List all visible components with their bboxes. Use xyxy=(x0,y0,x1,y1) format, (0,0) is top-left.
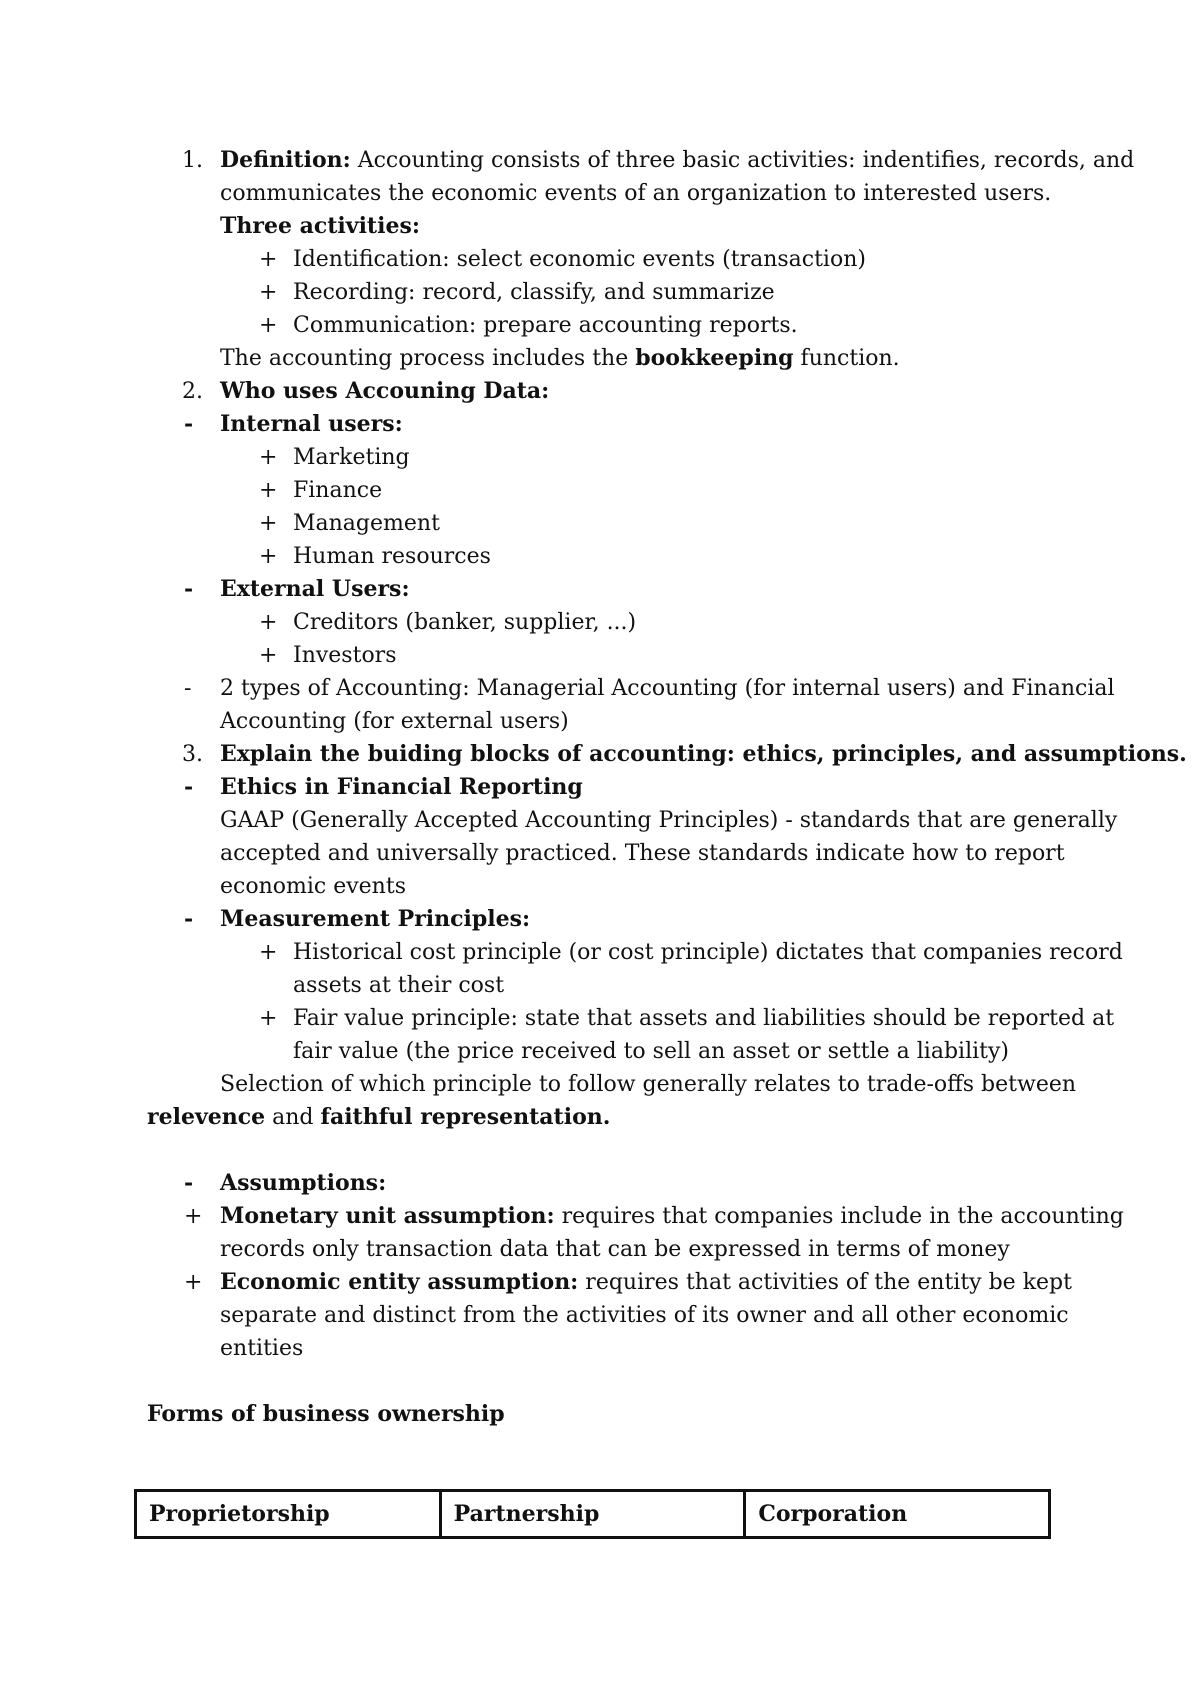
measurement-label: Measurement Principles: xyxy=(220,906,531,932)
internal-users-label: Internal users: xyxy=(220,411,403,437)
historical-cost-line: Historical cost principle (or cost principle) dictates that companies record xyxy=(293,940,1123,965)
list-number: 1. xyxy=(182,148,203,173)
list-number: 2. xyxy=(182,379,203,404)
monetary-line-2: records only transaction data that can be expressed in terms of money xyxy=(220,1237,1010,1262)
process-text-end: function. xyxy=(793,346,900,371)
table-header-cell: Partnership xyxy=(439,1492,744,1536)
relevence-term: relevence xyxy=(147,1104,266,1130)
bookkeeping-term: bookkeeping xyxy=(635,345,794,371)
plus-bullet: + xyxy=(259,478,278,503)
plus-bullet: + xyxy=(259,643,278,668)
table-header-cell: Proprietorship xyxy=(149,1501,330,1527)
entity-line xyxy=(220,1266,1072,1299)
gaap-line: GAAP (Generally Accepted Accounting Principles) - standards that are generally xyxy=(220,808,1118,833)
plus-bullet: + xyxy=(259,313,278,338)
plus-bullet: + xyxy=(184,1204,203,1229)
plus-bullet: + xyxy=(259,247,278,272)
gaap-line: accepted and universally practiced. These standards indicate how to report xyxy=(220,841,1065,866)
ownership-table xyxy=(134,1489,1051,1539)
definition-line-2: communicates the economic events of an organization to interested users. xyxy=(220,181,1052,206)
monetary-line xyxy=(220,1200,1124,1233)
table-header-cell: Corporation xyxy=(743,1492,1048,1536)
plus-bullet: + xyxy=(259,511,278,536)
plus-bullet: + xyxy=(184,1270,203,1295)
list-item: Finance xyxy=(293,478,383,503)
entity-line-2: separate and distinct from the activities of its owner and all other economic xyxy=(220,1303,1069,1328)
entity-line-3: entities xyxy=(220,1336,304,1361)
monetary-label: Monetary unit assumption: xyxy=(220,1203,555,1229)
dash-bullet: - xyxy=(184,576,194,602)
plus-bullet: + xyxy=(259,610,278,635)
plus-bullet: + xyxy=(259,940,278,965)
entity-label: Economic entity assumption: xyxy=(220,1269,579,1295)
selection-line-2 xyxy=(147,1101,610,1134)
section-heading: Who uses Accouning Data: xyxy=(220,378,550,404)
faithful-term: faithful representation. xyxy=(320,1104,611,1130)
plus-bullet: + xyxy=(259,544,278,569)
forms-heading: Forms of business ownership xyxy=(147,1401,505,1427)
and-text: and xyxy=(265,1105,321,1130)
types-line: 2 types of Accounting: Managerial Accounting (for internal users) and Financial xyxy=(220,676,1115,701)
section-heading: Explain the buiding blocks of accounting: ethics, principles, and assumptions. xyxy=(220,741,1187,767)
external-users-label: External Users: xyxy=(220,576,410,602)
dash-bullet: - xyxy=(184,1170,194,1196)
monetary-text: requires that companies include in the accounting xyxy=(554,1204,1124,1229)
process-text: The accounting process includes the xyxy=(220,346,636,371)
list-number: 3. xyxy=(182,742,203,767)
historical-cost-line-2: assets at their cost xyxy=(293,973,505,998)
types-line-2: Accounting (for external users) xyxy=(220,709,569,734)
list-item: Communication: prepare accounting reports. xyxy=(293,313,798,338)
list-item: Investors xyxy=(293,643,397,668)
dash-bullet: - xyxy=(184,411,194,437)
ethics-label: Ethics in Financial Reporting xyxy=(220,774,583,800)
plus-bullet: + xyxy=(259,280,278,305)
list-item: Management xyxy=(293,511,440,536)
plus-bullet: + xyxy=(259,1006,278,1031)
list-item: Marketing xyxy=(293,445,410,470)
process-line xyxy=(220,342,900,375)
definition-label: Definition: xyxy=(220,147,351,173)
selection-line: Selection of which principle to follow generally relates to trade-offs between xyxy=(220,1072,1077,1097)
fair-value-line: Fair value principle: state that assets and liabilities should be reported at xyxy=(293,1006,1115,1031)
list-item: Human resources xyxy=(293,544,491,569)
list-item: Recording: record, classify, and summarize xyxy=(293,280,775,305)
entity-text: requires that activities of the entity be kept xyxy=(578,1270,1072,1295)
definition-line xyxy=(220,144,1134,177)
gaap-line: economic events xyxy=(220,874,406,899)
dash-bullet: - xyxy=(184,676,192,701)
activities-heading: Three activities: xyxy=(220,213,420,239)
dash-bullet: - xyxy=(184,906,194,932)
assumptions-label: Assumptions: xyxy=(220,1170,387,1196)
fair-value-line-2: fair value (the price received to sell an asset or settle a liability) xyxy=(293,1039,1009,1064)
dash-bullet: - xyxy=(184,774,194,800)
list-item: Identification: select economic events (transaction) xyxy=(293,247,866,272)
list-item: Creditors (banker, supplier, ...) xyxy=(293,610,637,635)
plus-bullet: + xyxy=(259,445,278,470)
definition-text: Accounting consists of three basic activities: indentifies, records, and xyxy=(350,148,1135,173)
